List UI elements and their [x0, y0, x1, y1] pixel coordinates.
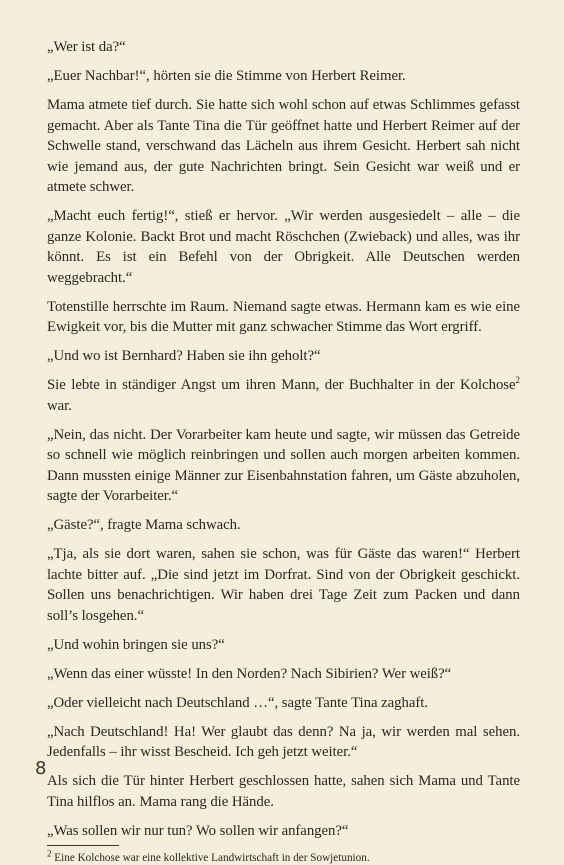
paragraph-14: „Nach Deutschland! Ha! Wer glaubt das denn? Na ja, wir werden mal sehen. Jedenfalls – ihr wisst Bescheid. Ich geh jetzt weiter.“: [47, 723, 520, 760]
page-number: 8: [35, 758, 47, 779]
paragraph-6: „Und wo ist Bernhard? Haben sie ihn geholt?“: [47, 348, 321, 364]
paragraph-12: „Wenn das einer wüsste! In den Norden? Nach Sibirien? Wer weiß?“: [47, 665, 452, 682]
footnote-mark: 2: [47, 848, 52, 859]
paragraph-7: [47, 375, 520, 416]
footnote-reference: 2: [515, 375, 520, 386]
footnote-text: Eine Kolchose war eine kollektive Landwirtschaft in der Sowjetunion.: [51, 852, 370, 864]
paragraph-9: „Gäste?“, fragte Mama schwach.: [47, 517, 241, 533]
paragraph-7-tail: war.: [47, 397, 72, 414]
paragraph-10: „Tja, als sie dort waren, sahen sie schon, was für Gäste das waren!“ Herbert lachte bitter auf. „Die sind jetzt im Dorfrat. Sind von der Obrigkeit geschickt. Sollen uns benachrichtigen. Wir haben drei Tage Zeit zum Packen und dann soll’s losgehen.“: [47, 546, 520, 624]
paragraph-15: Als sich die Tür hinter Herbert geschlossen hatte, sahen sich Mama und Tante Tina hilflos an. Mama rang die Hände.: [47, 773, 520, 810]
paragraph-3: Mama atmete tief durch. Sie hatte sich wohl schon auf etwas Schlimmes gefasst gemacht. Aber als Tante Tina die Tür geöffnet hatte und Herbert Reimer auf der Schwelle stand, verschwand das Lächeln aus ihrem Gesicht. Herbert sah nicht wie jemand aus, der gute Nachrichten bringt. Sein Gesicht war weiß und er atmete schwer.: [47, 97, 520, 195]
paragraph-4: „Macht euch fertig!“, stieß er hervor. „Wir werden ausgesiedelt – alle – die ganze Kolonie. Backt Brot und macht Röschchen (Zwieback) und alles, was ihr könnt. Es ist ein Befehl von der Obrigkeit. Alle Deutschen werden weggebracht.“: [47, 208, 520, 286]
footnote: [47, 848, 520, 865]
paragraph-1: „Wer ist da?“: [47, 39, 126, 55]
paragraph-11: „Und wohin bringen sie uns?“: [47, 636, 225, 653]
paragraph-5: Totenstille herrschte im Raum. Niemand sagte etwas. Hermann kam es wie eine Ewigkeit vor, bis die Mutter mit ganz schwacher Stimme das Wort ergriff.: [47, 298, 520, 335]
paragraph-8: „Nein, das nicht. Der Vorarbeiter kam heute und sagte, wir müssen das Getreide so schnell wie möglich reinbringen und sollen auch morgen arbeiten kommen. Dann mussten einige Männer zur Eisenbahnstation fahren, um Gäste abzuholen, sagte der Vorarbeiter.“: [47, 426, 520, 504]
paragraph-16: „Was sollen wir nur tun? Wo sollen wir anfangen?“: [47, 822, 349, 839]
paragraph-2: „Euer Nachbar!“, hörten sie die Stimme von Herbert Reimer.: [47, 68, 406, 84]
paragraph-13: „Oder vielleicht nach Deutschland …“, sagte Tante Tina zaghaft.: [47, 694, 428, 711]
footnote-divider: [47, 845, 119, 846]
paragraph-7-text: Sie lebte in ständiger Angst um ihren Mann, der Buchhalter in der Kolchose: [47, 377, 516, 393]
